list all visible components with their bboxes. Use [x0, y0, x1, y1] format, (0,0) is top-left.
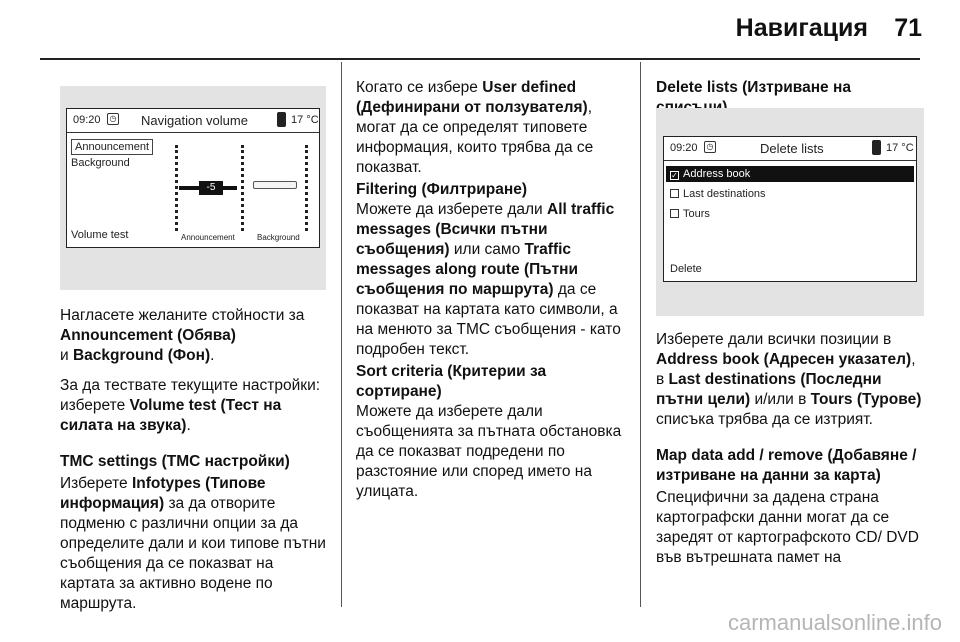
term: Last destinations (Последни пътни цели): [656, 371, 882, 408]
paragraph: Изберете Infotypes (Типове информация) за да отворите подменю с различни опции за да определите дали и кои типове пътни съобщения да се показват на картата за активно водене по маршрута.: [60, 475, 326, 612]
section-title: Навигация: [735, 14, 868, 42]
menu-item-last-destinations[interactable]: Last destinations: [670, 188, 766, 200]
label-background: Background: [257, 233, 300, 242]
paragraph: Когато се избере User defined (Дефинирани от ползувателя), могат да се определят типовете информация, които трябва да се показват.: [356, 79, 594, 176]
paragraph: Нагласете желаните стойности за Announcement (Обява) и Background (Фон).: [60, 307, 305, 364]
menu-item-address-book[interactable]: ✓ Address book: [666, 166, 914, 182]
menu-item-announcement[interactable]: Announcement: [71, 139, 153, 155]
section-heading: Filtering (Филтриране): [356, 181, 528, 198]
page-number: 71: [894, 14, 922, 42]
clock-icon: ◷: [704, 141, 716, 153]
status-bar: [664, 137, 916, 161]
menu-item-volume-test[interactable]: Volume test: [71, 229, 129, 241]
term: Volume test (Тест на силата на звука): [60, 397, 282, 434]
screen-title: Delete lists: [760, 141, 824, 156]
header-rule: [40, 58, 920, 60]
term: Background (Фон): [72, 347, 211, 364]
announcement-level-marker[interactable]: -5: [199, 181, 223, 195]
figure-navigation-volume: [60, 86, 326, 290]
term: Traffic messages along route (Пътни съобщения по маршрута): [356, 241, 579, 298]
paragraph: Изберете дали всички позиции в Address book (Адресен указател), в Last destinations (Последни пътни цели) и/или в Tours (Турове) списъка трябва да се изтрият.: [656, 331, 922, 428]
page-header: [0, 0, 960, 60]
scale-dots: [241, 145, 244, 231]
section-heading: Sort criteria (Критерии за сортиране): [356, 363, 547, 400]
section-heading: TMC settings (TMC настройки): [60, 453, 290, 470]
paragraph: За да тествате текущите настройки: изберете Volume test (Тест на силата на звука).: [60, 377, 321, 434]
column-divider: [341, 62, 342, 607]
term: Announcement (Обява): [60, 327, 236, 344]
column-2: [356, 78, 628, 512]
screen-delete-lists: [663, 136, 917, 282]
temperature: 17 °C: [291, 114, 319, 126]
screen-navigation-volume: [66, 108, 320, 248]
term: Address book (Адресен указател): [656, 351, 912, 368]
checkbox-checked-icon: ✓: [671, 171, 678, 180]
clock-time: 09:20: [73, 114, 101, 126]
paragraph: Специфични за дадена страна картографски данни могат да се заредят от картографското CD/ DVD във вътрешната памет на: [656, 489, 919, 566]
column-3: [656, 330, 928, 578]
label-announcement: Announcement: [181, 233, 235, 242]
paragraph: Можете да изберете дали All traffic messages (Всички пътни съобщения) или само Traffic messages along route (Пътни съобщения по маршрута) да се показват на картата като символи, а на менюто за TMC съобщения - като подробен текст.: [356, 201, 621, 358]
section-heading: Delete lists (Изтриване на: [656, 79, 851, 96]
watermark: carmanualsonline.info: [727, 610, 942, 635]
clock-time: 09:20: [670, 142, 698, 154]
scale-dots: [175, 145, 178, 231]
column-divider: [640, 62, 641, 607]
background-level-bar[interactable]: [253, 181, 297, 189]
menu-item-tours[interactable]: Tours: [670, 208, 710, 220]
thermometer-icon: [277, 112, 286, 127]
scale-dots: [305, 145, 308, 231]
term: User defined (Дефинирани от ползувателя): [356, 79, 588, 116]
column-1: [60, 306, 332, 624]
term: All traffic messages (Всички пътни съобщения): [356, 201, 615, 258]
screen-title: Navigation volume: [141, 113, 248, 128]
term: Infotypes (Типове информация): [60, 475, 266, 512]
status-bar: [67, 109, 319, 133]
section-heading: Map data add / remove (Добавяне / изтриване на данни за карта): [656, 447, 917, 484]
thermometer-icon: [872, 140, 881, 155]
figure-delete-lists: [656, 108, 924, 316]
temperature: 17 °C: [886, 142, 914, 154]
paragraph: Можете да изберете дали съобщенията за пътната обстановка да се показват подредени по разстояние или според името на улицата.: [356, 403, 622, 500]
delete-button[interactable]: Delete: [670, 263, 702, 275]
clock-icon: ◷: [107, 113, 119, 125]
checkbox-icon: [670, 209, 679, 218]
checkbox-icon: [670, 189, 679, 198]
term: Tours (Турове): [810, 391, 922, 408]
menu-item-background[interactable]: Background: [71, 157, 130, 169]
